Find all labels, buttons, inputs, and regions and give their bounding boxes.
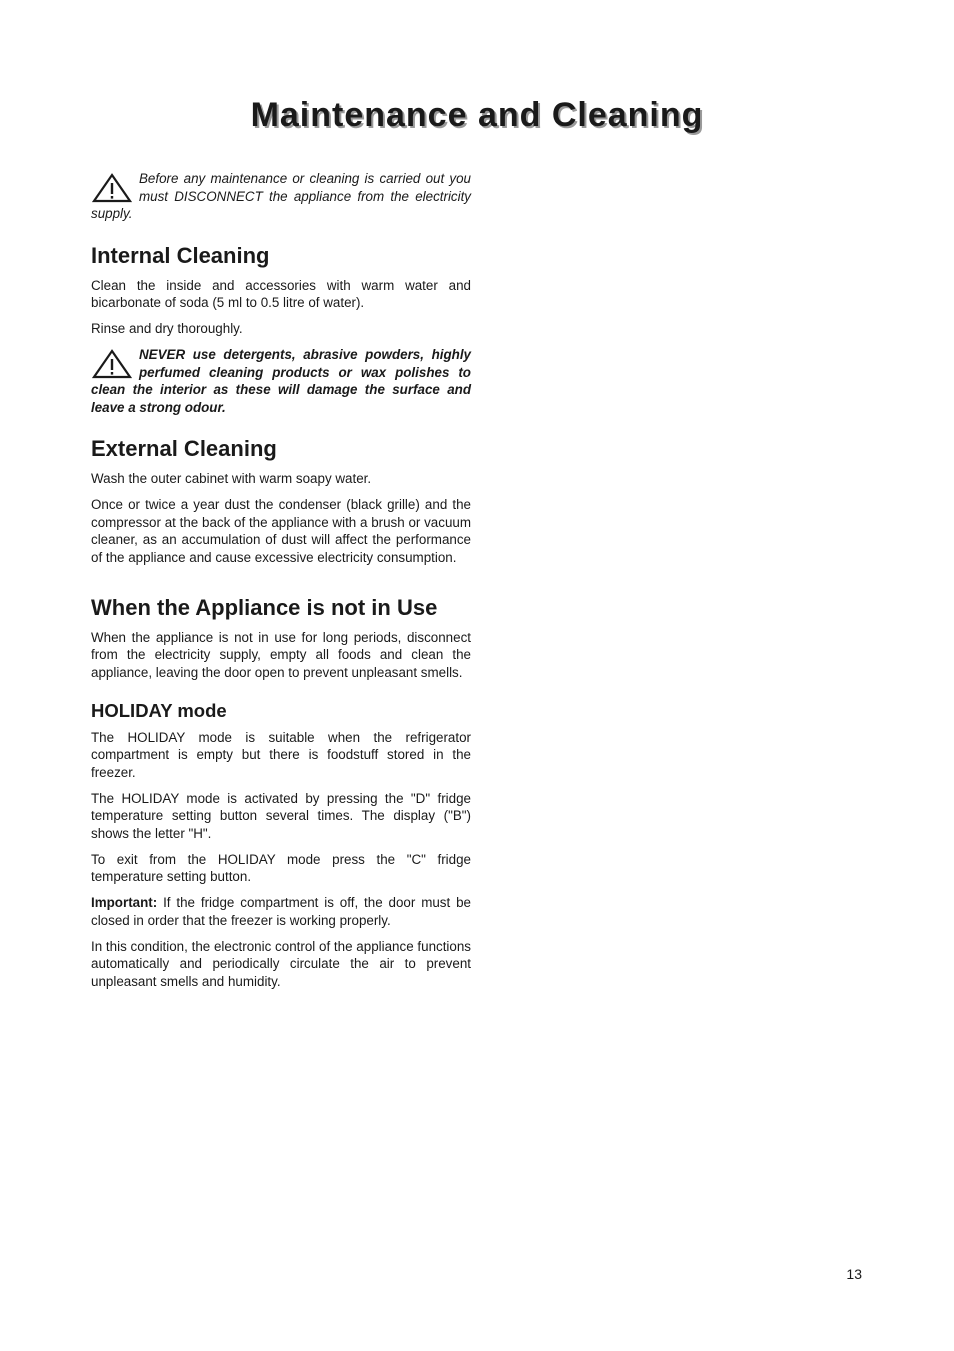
holiday-mode-important-note (91, 894, 471, 929)
important-text: If the fridge compartment is off, the door must be closed in order that the freezer is working properly. (91, 895, 471, 928)
page-title: Maintenance and Cleaning (250, 96, 704, 134)
warning-triangle-icon (91, 348, 133, 380)
holiday-mode-para-5: In this condition, the electronic control of the appliance functions automatically and periodically circulate the air to prevent unpleasant smells and humidity. (91, 938, 471, 989)
intro-warning (91, 170, 471, 223)
content-column (91, 170, 471, 999)
internal-cleaning-warning-text: NEVER use detergents, abrasive powders, highly perfumed cleaning products or wax polishes to clean the interior as these will damage the surface and leave a strong odour. (91, 347, 471, 415)
subsection-heading-holiday-mode: HOLIDAY mode (91, 699, 227, 721)
internal-cleaning-para-2: Rinse and dry thoroughly. (91, 321, 243, 336)
internal-cleaning-warning (91, 346, 471, 416)
external-cleaning-para-1: Wash the outer cabinet with warm soapy water. (91, 471, 372, 486)
section-heading-not-in-use: When the Appliance is not in Use (91, 594, 438, 620)
warning-triangle-icon (91, 172, 133, 204)
not-in-use-para-1: When the appliance is not in use for long periods, disconnect from the electricity supply, empty all foods and clean the appliance, leaving the door open to prevent unpleasant smells. (91, 629, 471, 680)
intro-warning-text: Before any maintenance or cleaning is carried out you must DISCONNECT the appliance from the electricity supply. (91, 171, 471, 221)
holiday-mode-para-1: The HOLIDAY mode is suitable when the refrigerator compartment is empty but there is foodstuff stored in the freezer. (91, 729, 471, 780)
section-heading-external-cleaning: External Cleaning (91, 436, 277, 461)
external-cleaning-para-2: Once or twice a year dust the condenser (black grille) and the compressor at the back of the appliance with a brush or vacuum cleaner, as an accumulation of dust will affect the performance of the appliance and cause excessive electricity consumption. (91, 497, 471, 565)
important-label: Important: (91, 895, 158, 910)
page-number: 13 (846, 1266, 862, 1282)
holiday-mode-para-2: The HOLIDAY mode is activated by pressing the "D" fridge temperature setting button several times. The display ("B") shows the letter "H". (91, 790, 471, 841)
holiday-mode-para-3: To exit from the HOLIDAY mode press the "C" fridge temperature setting button. (91, 851, 471, 884)
internal-cleaning-para-1: Clean the inside and accessories with warm water and bicarbonate of soda (5 ml to 0.5 litre of water). (91, 277, 471, 310)
section-heading-internal-cleaning: Internal Cleaning (91, 242, 270, 268)
